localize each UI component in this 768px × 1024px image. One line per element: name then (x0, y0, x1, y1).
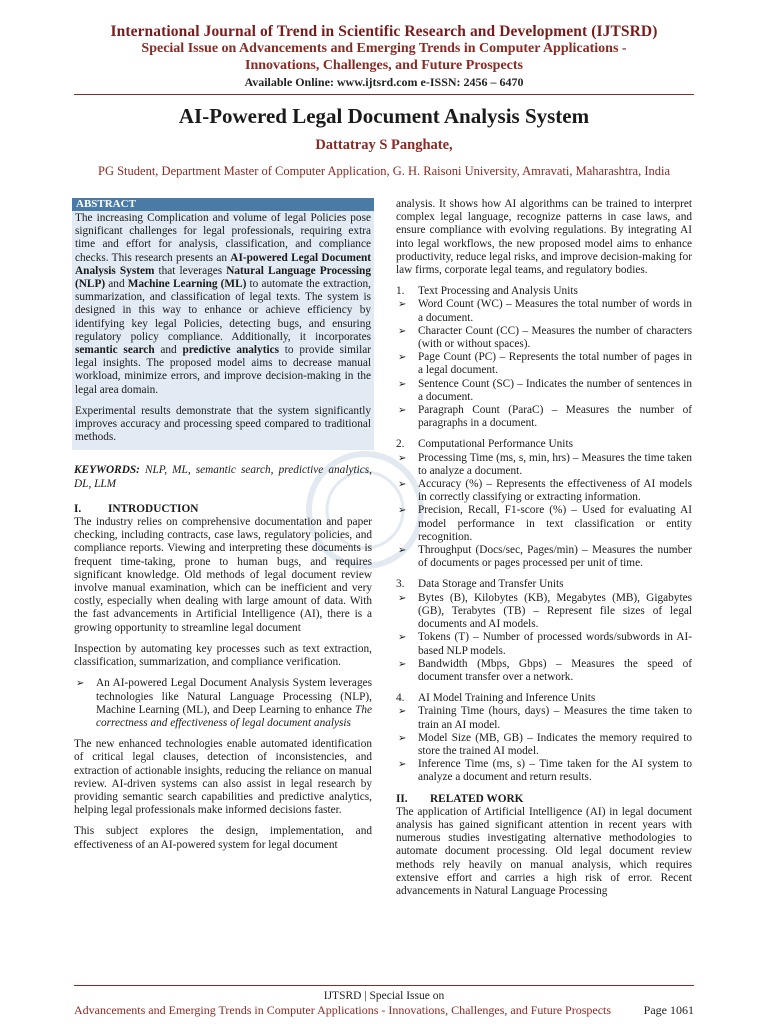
list-item: ➢ Bytes (B), Kilobytes (KB), Megabytes (MB), Gigabytes (GB), Terabytes (TB) – Represent file sizes of legal documents and AI models. (398, 591, 692, 631)
units-group-4-heading: 4. AI Model Training and Inference Units (396, 692, 596, 705)
units-group-1-heading: 1. Text Processing and Analysis Units (396, 285, 578, 298)
list-item: ➢ Paragraph Count (ParaC) – Measures the number of paragraphs in a document. (398, 404, 693, 430)
section-heading-introduction: I. INTRODUCTION (74, 502, 199, 515)
list-item: ➢ Accuracy (%) – Represents the effectiveness of AI models in correctly classifying or extracting information. (398, 478, 692, 504)
right-column (396, 198, 692, 906)
arrow-bullet-icon: ➢ (398, 592, 407, 604)
units-group-3-list (396, 592, 692, 684)
list-item: ➢ Word Count (WC) – Measures the total number of words in a document. (398, 298, 692, 324)
arrow-bullet-icon: ➢ (398, 405, 407, 417)
list-item: ➢ Training Time (hours, days) – Measures the time taken to train an AI model. (398, 705, 693, 731)
arrow-bullet-icon: ➢ (398, 658, 407, 670)
units-group-1-list (396, 298, 692, 430)
special-issue-line-1: Special Issue on Advancements and Emerging Trends in Computer Applications - (141, 41, 627, 56)
paper-affiliation: PG Student, Department Master of Computer Application, G. H. Raisoni University, Amravati, Maharashtra, India (98, 164, 670, 178)
list-item: ➢ Character Count (CC) – Measures the number of characters (with or without spaces). (398, 324, 693, 351)
intro-paragraph-3: The new enhanced technologies enable automated identification of critical legal clauses, detection of inconsistencies, and extraction of actionable insights, reducing the reliance on manual review. AI-driven systems can also assist in legal research by providing semantic search capabilities and predictive analytics, helping legal professionals make informed decisions faster. (74, 738, 372, 817)
header-rule (74, 94, 694, 95)
paper-author: Dattatray S Panghate, (315, 137, 453, 153)
available-online: Available Online: www.ijtsrd.com e-ISSN: 2456 – 6470 (244, 75, 524, 89)
section-heading-related-work: II. RELATED WORK (396, 792, 524, 805)
keywords: KEYWORDS: NLP, ML, semantic search, predictive analytics, DL, LLM (74, 464, 372, 490)
units-group-4-list (396, 705, 692, 784)
arrow-bullet-icon: ➢ (398, 732, 407, 744)
intro-paragraph-1: The industry relies on comprehensive documentation and paper checking, including contracts, case laws, regulatory policies, and compliance reports. Viewing and interpreting these documents is frequent time-taking, prone to human bugs, and requires significant knowledge. Old methods of legal document review involve manual examination, which can be inefficient and very costly, especially when dealing with large amount of data. With the fast advancements in Artificial Intelligence (AI), there is a growing opportunity to streamline legal document (74, 516, 372, 634)
arrow-bullet-icon: ➢ (398, 545, 407, 557)
intro-paragraph-2: Inspection by automating key processes such as text extraction, classification, summarization, and compliance verification. (74, 642, 372, 669)
page-number: Page 1061 (643, 1003, 694, 1017)
arrow-bullet-icon: ➢ (398, 452, 407, 464)
list-item: ➢ Sentence Count (SC) – Indicates the number of sentences in a document. (398, 377, 693, 403)
units-group-2-list (396, 452, 692, 571)
abstract-heading: ABSTRACT (72, 198, 374, 211)
list-item: ➢ Processing Time (ms, s, min, hrs) – Measures the time taken to analyze a document. (398, 451, 692, 477)
list-item: ➢ Bandwidth (Mbps, Gbps) – Measures the speed of document transfer over a network. (398, 657, 692, 683)
list-item: ➢ Model Size (MB, GB) – Indicates the memory required to store the trained AI model. (398, 731, 693, 757)
units-group-2-heading: 2. Computational Performance Units (396, 438, 573, 451)
footer-issue-title: Advancements and Emerging Trends in Computer Applications - Innovations, Challenges, and Future Prospects (74, 1003, 612, 1017)
footer-line-1: IJTSRD | Special Issue on (323, 990, 445, 1002)
intro-bullet-list (74, 677, 372, 730)
arrow-bullet-icon: ➢ (398, 759, 407, 771)
arrow-bullet-icon: ➢ (398, 325, 407, 337)
paper-title: AI-Powered Legal Document Analysis System (178, 104, 590, 128)
footer-rule (74, 985, 694, 986)
list-item: ➢ Precision, Recall, F1-score (%) – Used for evaluating AI model performance in text classification or entity recognition. (398, 504, 692, 543)
list-item: ➢ Inference Time (ms, s) – Time taken for the AI system to analyze a document and return results. (398, 758, 693, 784)
related-work-paragraph-1: The application of Artificial Intelligence (AI) in legal document analysis has gained significant attention in recent years with numerous studies investigating alternative methodologies to automate document processing. Old legal document review methods rely heavily on manual analysis, which requires extensive effort and carries a high risk of error. Recent advancements in Natural Language Processing (396, 805, 692, 897)
list-item: ➢ Throughput (Docs/sec, Pages/min) – Measures the number of documents or pages processed per unit of time. (398, 544, 693, 570)
intro-paragraph-4: This subject explores the design, implementation, and effectiveness of an AI-powered system for legal document (74, 825, 372, 851)
footer-line-2 (74, 1003, 694, 1018)
arrow-bullet-icon: ➢ (398, 505, 407, 517)
arrow-bullet-icon: ➢ (398, 378, 407, 390)
intro-paragraph-5: analysis. It shows how AI algorithms can be trained to interpret complex legal language, recognize patterns in case laws, and ensure compliance with evolving regulations. By integrating AI into legal workflows, the new proposed model aims to enhance productivity, reduce legal risks, and improve decision-making for law firms, corporate legal teams, and regulatory bodies. (396, 198, 692, 277)
arrow-bullet-icon: ➢ (398, 706, 407, 718)
arrow-bullet-icon: ➢ (398, 479, 407, 491)
keywords-label: KEYWORDS: (74, 464, 140, 477)
list-item: ➢ Page Count (PC) – Represents the total number of pages in a legal document. (398, 351, 692, 377)
list-item: ➢ An AI-powered Legal Document Analysis System leverages technologies like Natural Language Processing (NLP), Machine Learning (ML), and Deep Learning to enhance The correctness and effectiveness of legal document analysis (76, 677, 372, 729)
arrow-bullet-icon: ➢ (398, 352, 407, 364)
arrow-bullet-icon: ➢ (398, 632, 407, 644)
units-group-3-heading: 3. Data Storage and Transfer Units (396, 578, 564, 591)
abstract-paragraph-2: Experimental results demonstrate that the system significantly improves accuracy and processing speed compared to traditional methods. (75, 404, 371, 444)
left-column (74, 198, 372, 860)
arrow-bullet-icon: ➢ (76, 678, 85, 690)
abstract-paragraph-1: The increasing Complication and volume of legal Policies pose significant challenges for legal professionals, requiring extra time and effort for analysis, classification, and compliance checks. This research presents an AI-powered Legal Document Analysis System that leverages Natural Language Processing (NLP) and Machine Learning (ML) to automate the extraction, summarization, and classification of legal texts. The system is designed in this way to enhance or achieve efficiency by identifying key legal Policies, detecting bugs, and ensuring regulatory policy compliance. Additionally, it incorporates semantic search and predictive analytics to provide similar legal insights. The proposed model aims to decrease manual workload, minimize errors, and improve decision-making in the legal area domain. (75, 212, 371, 396)
arrow-bullet-icon: ➢ (398, 299, 407, 311)
list-item: ➢ Tokens (T) – Number of processed words/subwords in AI-based NLP models. (398, 631, 693, 657)
special-issue-line-2: Innovations, Challenges, and Future Prospects (245, 58, 523, 73)
abstract-box (72, 198, 374, 450)
journal-title: International Journal of Trend in Scientific Research and Development (IJTSRD) (110, 23, 658, 40)
